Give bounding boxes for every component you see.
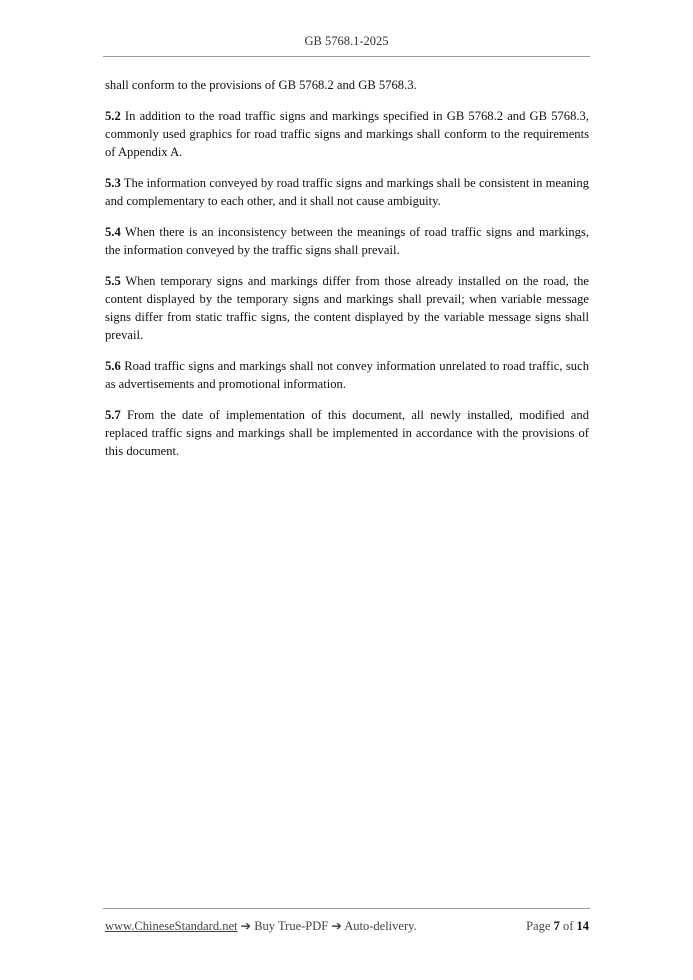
clause-5-4 <box>105 223 589 259</box>
page-label: Page <box>526 919 554 933</box>
document-body <box>105 76 589 473</box>
clause-number: 5.2 <box>105 109 121 123</box>
page-current: 7 <box>553 919 560 933</box>
footer-promo-text: ➔ Buy True-PDF ➔ Auto-delivery. <box>237 919 417 933</box>
clause-number: 5.3 <box>105 176 121 190</box>
chinesestandard-link[interactable]: www.ChineseStandard.net <box>105 919 238 933</box>
footer-promo <box>105 918 417 934</box>
clause-number: 5.6 <box>105 359 121 373</box>
running-footer <box>105 918 589 934</box>
clause-text: In addition to the road traffic signs and markings specified in GB 5768.2 and GB 5768.3, commonly used graphics for road traffic signs and markings shall conform to the requirements of Appendix A. <box>105 109 589 159</box>
clause-number: 5.4 <box>105 225 121 239</box>
clause-text: When temporary signs and markings differ from those already installed on the road, the content displayed by the temporary signs and markings shall prevail; when variable message signs differ from static traffic signs, the content displayed by the variable message signs shall prevail. <box>105 274 589 342</box>
clause-text: Road traffic signs and markings shall not convey information unrelated to road traffic, such as advertisements and promotional information. <box>105 359 589 391</box>
clause-5-3 <box>105 174 589 210</box>
page-of: of <box>559 919 577 933</box>
clause-5-6 <box>105 357 589 393</box>
clause-text: From the date of implementation of this document, all newly installed, modified and replaced traffic signs and markings shall be implemented in accordance with the provisions of this document. <box>105 408 589 458</box>
running-header: GB 5768.1-2025 <box>304 34 389 48</box>
clause-5-5 <box>105 272 589 344</box>
clause-text: When there is an inconsistency between the meanings of road traffic signs and markings, the information conveyed by the traffic signs shall prevail. <box>105 225 589 257</box>
page-indicator <box>526 919 589 934</box>
header-divider <box>103 56 590 57</box>
footer-divider <box>103 908 590 909</box>
clause-number: 5.7 <box>105 408 121 422</box>
clause-text: The information conveyed by road traffic signs and markings shall be consistent in meaning and complementary to each other, and it shall not cause ambiguity. <box>105 176 589 208</box>
page-total: 14 <box>576 919 589 933</box>
continuation-paragraph: shall conform to the provisions of GB 5768.2 and GB 5768.3. <box>105 78 417 92</box>
clause-5-7 <box>105 406 589 460</box>
clause-number: 5.5 <box>105 274 121 288</box>
clause-5-2 <box>105 107 589 161</box>
